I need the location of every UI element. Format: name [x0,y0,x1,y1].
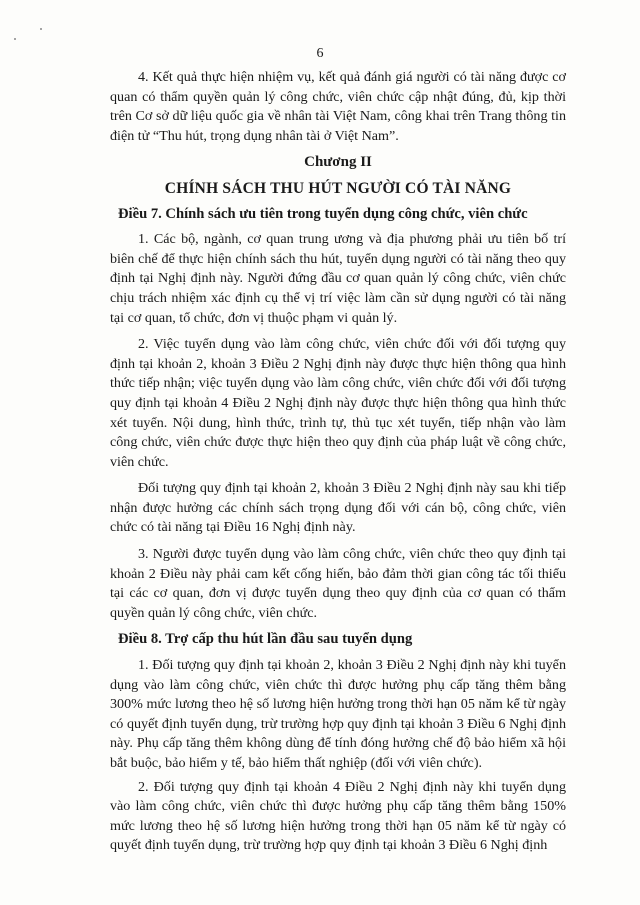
article-7-clause-1: 1. Các bộ, ngành, cơ quan trung ương và địa phương phải ưu tiên bố trí biên chế để thực hiện chính sách thu hút, tuyển dụng người có tài năng theo quy định tại Nghị định này. Người đứng đầu cơ quan quản lý công chức, viên chức chịu trách nhiệm xác định cụ thể vị trí việc làm cần sử dụng người có tài năng tại cơ quan, tổ chức, đơn vị thuộc phạm vi quản lý. [110,231,566,326]
article-7-heading: Điều 7. Chính sách ưu tiên trong tuyển dụng công chức, viên chức [118,205,528,222]
scan-speck [40,28,42,30]
article-7-clause-2: 2. Việc tuyển dụng vào làm công chức, viên chức đối với đối tượng quy định tại khoản 2, khoản 3 Điều 2 Nghị định này được thực hiện thông qua hình thức tiếp nhận; việc tuyển dụng vào làm công chức, viên chức đối với đối tượng quy định tại khoản 4 Điều 2 Nghị định này được thực hiện thông qua hình thức xét tuyển. Nội dung, hình thức, trình tự, thủ tục xét tuyển, tiếp nhận vào làm công chức, viên chức được thực hiện theo quy định của pháp luật về công chức, viên chức. [110,336,566,470]
article-8-clause-1: 1. Đối tượng quy định tại khoản 2, khoản 3 Điều 2 Nghị định này khi tuyển dụng vào làm công chức, viên chức thì được hưởng phụ cấp tăng thêm bằng 300% mức lương theo hệ số lương hiện hưởng trong thời hạn 05 năm kể từ ngày có quyết định tuyển dụng, trừ trường hợp quy định tại khoản 3 Điều 6 Nghị định này. Phụ cấp tăng thêm không dùng để tính đóng hưởng chế độ bảo hiểm xã hội bắt buộc, bảo hiểm y tế, bảo hiểm thất nghiệp (đối với viên chức). [110,657,566,771]
chapter-title: CHÍNH SÁCH THU HÚT NGƯỜI CÓ TÀI NĂNG [164,179,512,197]
article-7-clause-3: 3. Người được tuyển dụng vào làm công chức, viên chức theo quy định tại khoản 2 Điều này phải cam kết cống hiến, bảo đảm thời gian công tác tối thiểu tại các cơ quan, đơn vị được tuyển dụng theo quy định của cơ quan có thẩm quyền quản lý công chức, viên chức. [110,546,566,621]
article-7-clause-2-continued: Đối tượng quy định tại khoản 2, khoản 3 Điều 2 Nghị định này sau khi tiếp nhận được hưởng các chính sách trọng dụng đối với cán bộ, công chức, viên chức có tài năng tại Điều 16 Nghị định này. [110,480,566,536]
scan-speck [14,38,16,40]
article-8-clause-2: 2. Đối tượng quy định tại khoản 4 Điều 2 Nghị định này khi tuyển dụng vào làm công chức, viên chức thì được hưởng phụ cấp tăng thêm bằng 150% mức lương theo hệ số lương hiện hưởng trong thời hạn 05 năm kể từ ngày có quyết định tuyển dụng, trừ trường hợp quy định tại khoản 3 Điều 6 Nghị định [110,778,566,854]
article-8-heading: Điều 8. Trợ cấp thu hút lần đầu sau tuyển dụng [118,631,413,648]
chapter-label: Chương II [304,154,372,171]
paragraph-item-4: 4. Kết quả thực hiện nhiệm vụ, kết quả đánh giá người có tài năng được cơ quan có thẩm quyền quản lý công chức, viên chức cập nhật đúng, đủ, kịp thời trên Cơ sở dữ liệu quốc gia về nhân tài Việt Nam, công khai trên Trang thông tin điện tử “Thu hút, trọng dụng nhân tài ở Việt Nam”. [110,69,566,144]
document-body [110,68,566,860]
page-number: 6 [316,46,324,61]
